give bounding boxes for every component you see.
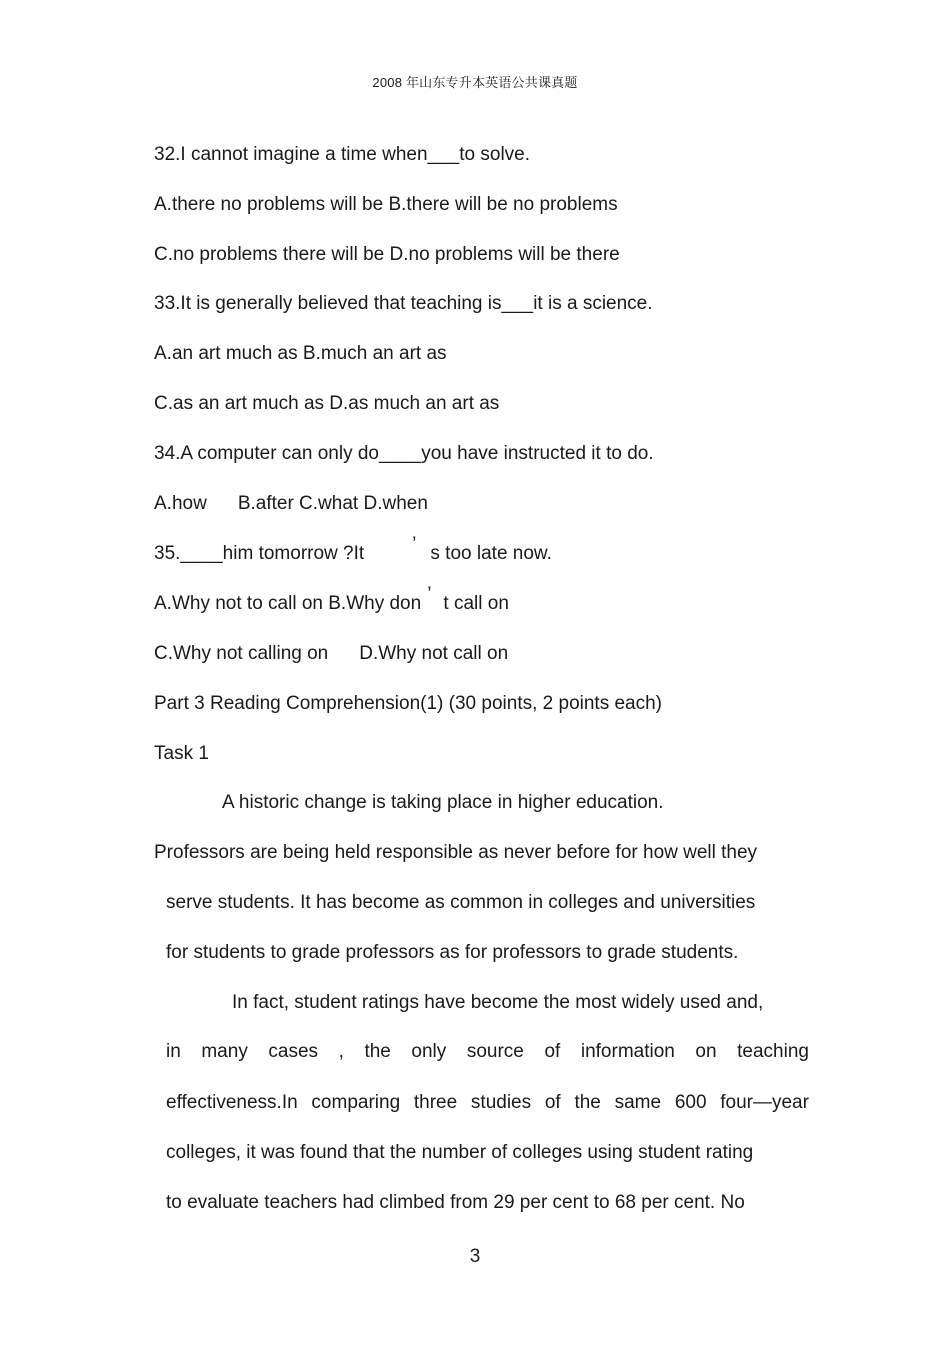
question-35-options-ab-end: t call on	[443, 593, 509, 614]
word: on	[695, 1041, 717, 1062]
word: ,	[338, 1041, 344, 1062]
question-34-options	[154, 492, 428, 516]
question-35-stem-end: s too late now.	[430, 543, 552, 564]
question-32-options-cd: C.no problems there will be D.no problems will be there	[154, 244, 620, 265]
word: the	[574, 1092, 601, 1113]
passage-p2-line-3	[166, 1091, 809, 1115]
page-number: 3	[469, 1246, 481, 1267]
word: only	[411, 1041, 447, 1062]
question-35-options-apostrophe: ’	[427, 584, 432, 605]
question-34-option-a: A.how	[154, 493, 207, 514]
question-35-stem-start: 35.____him tomorrow ?It	[154, 543, 365, 564]
question-35-stem	[154, 534, 552, 566]
word: comparing	[311, 1092, 401, 1113]
word: in	[166, 1041, 181, 1062]
question-35-option-d: D.Why not call on	[359, 643, 509, 664]
question-32-stem: 32.I cannot imagine a time when___to solve.	[154, 144, 531, 165]
passage-p2-line-4: colleges, it was found that the number of colleges using student rating	[166, 1142, 754, 1163]
passage-p2-line-5: to evaluate teachers had climbed from 29 per cent to 68 per cent. No	[166, 1192, 745, 1213]
word: 600	[674, 1092, 707, 1113]
passage-p2-line-1: In fact, student ratings have become the most widely used and,	[232, 992, 764, 1013]
question-33-options-ab: A.an art much as B.much an art as	[154, 343, 447, 364]
passage-p1-line-1: A historic change is taking place in higher education.	[222, 792, 664, 813]
passage-p2-line-2	[166, 1040, 809, 1064]
passage-p1-line-3: serve students. It has become as common in colleges and universities	[166, 892, 756, 913]
word: the	[364, 1041, 391, 1062]
word: studies	[470, 1092, 532, 1113]
passage-p1-line-2: Professors are being held responsible as never before for how well they	[154, 842, 758, 863]
word: cases	[268, 1041, 319, 1062]
question-35-apostrophe: ’	[412, 534, 417, 555]
word: teaching	[737, 1041, 809, 1062]
question-35-options-ab-start: A.Why not to call on B.Why don	[154, 593, 422, 614]
part-3-title: Part 3 Reading Comprehension(1) (30 points, 2 points each)	[154, 693, 663, 714]
question-33-options-cd: C.as an art much as D.as much an art as	[154, 393, 500, 414]
word: source	[466, 1041, 524, 1062]
question-32-options-ab: A.there no problems will be B.there will be no problems	[154, 194, 618, 215]
word: of	[544, 1041, 561, 1062]
word: information	[580, 1041, 675, 1062]
word: many	[201, 1041, 248, 1062]
question-35-options-cd	[154, 642, 508, 666]
word: effectiveness.In	[166, 1092, 298, 1113]
document-header: 2008 年山东专升本英语公共课真题	[372, 75, 578, 90]
word: three	[413, 1092, 458, 1113]
question-35-options-ab	[154, 584, 509, 616]
question-34-stem: 34.A computer can only do____you have instructed it to do.	[154, 443, 654, 464]
task-1-label: Task 1	[154, 743, 209, 764]
question-35-option-c: C.Why not calling on	[154, 643, 329, 664]
question-34-options-bcd: B.after C.what D.when	[237, 493, 428, 514]
question-33-stem: 33.It is generally believed that teaching is___it is a science.	[154, 293, 653, 314]
word: of	[544, 1092, 561, 1113]
word: four—year	[720, 1092, 809, 1113]
word: same	[614, 1092, 662, 1113]
passage-p1-line-4: for students to grade professors as for professors to grade students.	[166, 942, 739, 963]
